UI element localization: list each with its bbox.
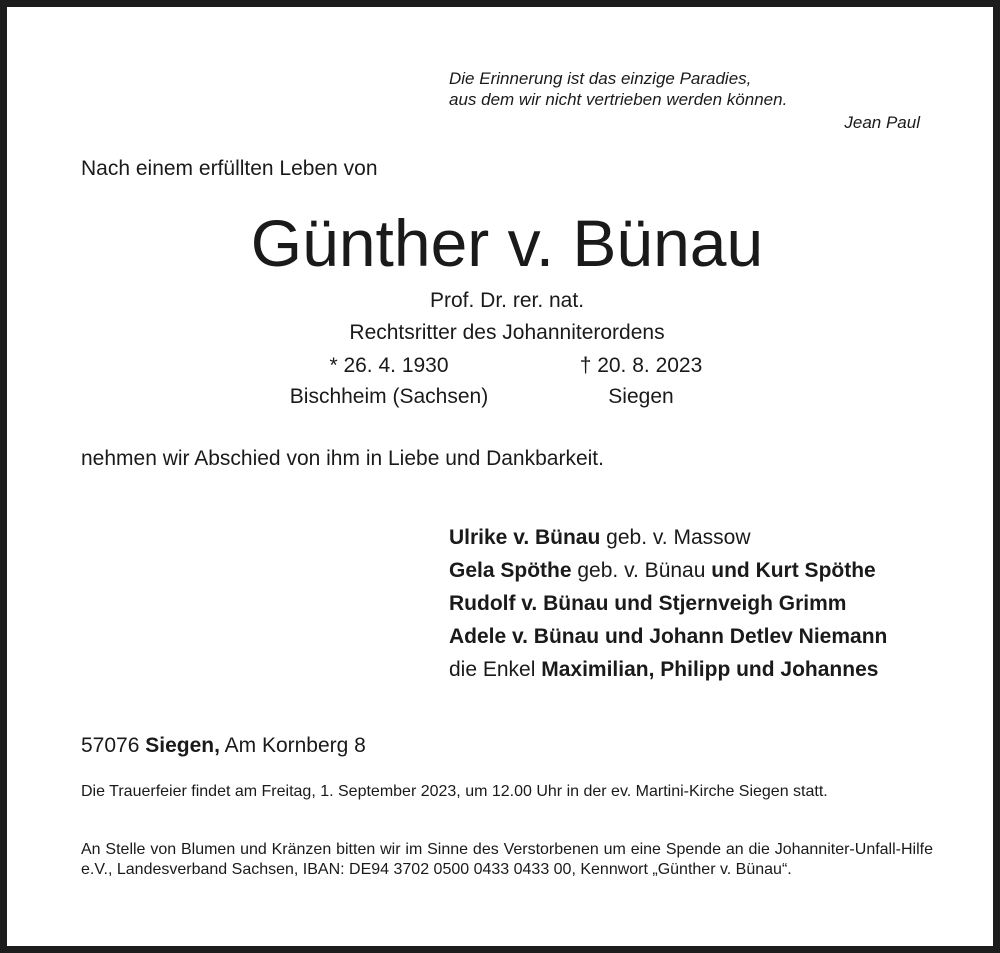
deceased-name: Günther v. Bünau (250, 206, 764, 280)
family-list (449, 521, 887, 686)
family-line-3 (449, 587, 887, 620)
address (81, 734, 366, 758)
quote-line-2: aus dem wir nicht vertrieben werden können. (449, 90, 788, 109)
honor-title: Rechtsritter des Johanniterordens (349, 321, 665, 344)
donation-paragraph: An Stelle von Blumen und Kränzen bitten wir im Sinne des Verstorbenen um eine Spende an die Johanniter-Unfall-Hilfe e.V., Landesverband Sachsen, IBAN: DE94 3702 0500 0433 0433 00, Kennwort „Günther v. Bünau“. (81, 841, 933, 878)
family-line-5-names: Maximilian, Philipp und Johannes (541, 658, 879, 681)
service-paragraph: Die Trauerfeier findet am Freitag, 1. September 2023, um 12.00 Uhr in der ev. Martini-Kirche Siegen statt. (81, 783, 828, 800)
address-city: Siegen, (145, 734, 220, 757)
quote-line-1: Die Erinnerung ist das einzige Paradies, (449, 69, 752, 88)
family-line-2-rest: und Kurt Spöthe (711, 559, 876, 582)
death-date: † 20. 8. 2023 (579, 354, 703, 377)
family-line-5 (449, 653, 887, 686)
quote-author: Jean Paul (844, 113, 920, 132)
academic-title: Prof. Dr. rer. nat. (429, 289, 585, 312)
family-line-2 (449, 554, 887, 587)
family-line-5-prefix: die Enkel (449, 658, 542, 681)
family-line-1-rest: geb. v. Massow (600, 526, 751, 549)
family-line-4-name: Adele v. Bünau und Johann Detlev Niemann (449, 625, 888, 648)
family-line-2-name: Gela Spöthe (449, 559, 572, 582)
intro-text: Nach einem erfüllten Leben von (81, 157, 378, 180)
birth-date: * 26. 4. 1930 (329, 354, 449, 377)
address-street: Am Kornberg 8 (219, 734, 366, 757)
family-line-4 (449, 620, 887, 653)
family-line-3-name: Rudolf v. Bünau und Stjernveigh Grimm (449, 592, 847, 615)
farewell-text: nehmen wir Abschied von ihm in Liebe und Dankbarkeit. (81, 447, 604, 470)
address-zip: 57076 (81, 734, 146, 757)
family-line-1-name: Ulrike v. Bünau (449, 526, 601, 549)
epigraph-quote (449, 68, 787, 110)
birth-place: Bischheim (Sachsen) (289, 385, 489, 408)
family-line-2-mid: geb. v. Bünau (571, 559, 712, 582)
death-place: Siegen (608, 385, 674, 408)
family-line-1 (449, 521, 887, 554)
